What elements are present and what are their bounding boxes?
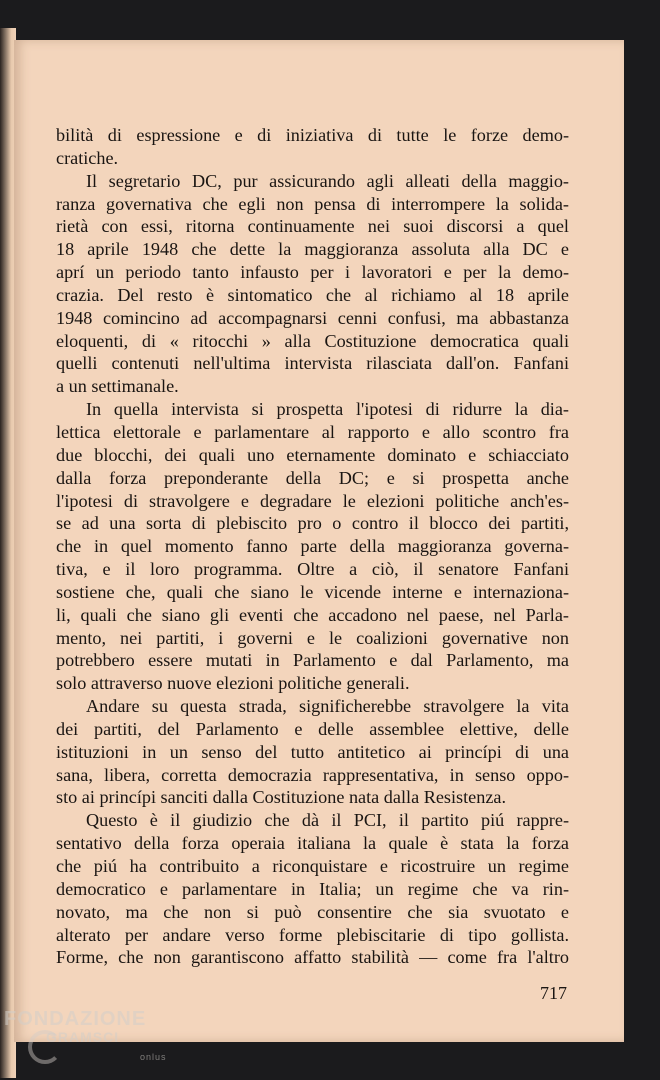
text-line: 18 aprile 1948 che dette la maggioranza assoluta alla DC e [56, 239, 569, 260]
text-line: che in quel momento fanno parte della maggioranza governa- [56, 536, 569, 557]
text-line: li, quali che siano gli eventi che accadono nel paese, nel Parla- [56, 604, 569, 625]
text-line: Questo è il giudizio che dà il PCI, il partito piú rappre- [86, 810, 569, 831]
fondazione-gramsci-watermark [4, 1008, 167, 1062]
text-line: cratiche. [56, 147, 119, 168]
text-line: quelli contenuti nell'ultima intervista rilasciata dall'on. Fanfani [56, 353, 569, 374]
watermark-onlus: onlus [140, 1052, 167, 1062]
text-line: sto ai princípi sanciti dalla Costituzione nata dalla Resistenza. [56, 787, 507, 808]
text-line: dalla forza preponderante della DC; e si prospetta anche [56, 467, 569, 488]
text-line: che piú ha contribuito a riconquistare e ricostruire un regime [56, 856, 569, 876]
text-line: alterato per andare verso forme plebiscitarie di tipo gollista. [56, 924, 569, 945]
text-line: novato, ma che non si può consentire che sia svuotato e [56, 901, 569, 922]
text-line: rietà con essi, ritorna continuamente nei suoi discorsi a quel [56, 216, 569, 237]
text-line: lettica elettorale e parlamentare al rapporto e allo scontro fra [56, 421, 569, 442]
text-line: tiva, e il loro programma. Oltre a ciò, il senatore Fanfani [56, 559, 569, 580]
text-line: ranza governativa che egli non pensa di interrompere la solida- [56, 193, 569, 214]
text-line: dei partiti, del Parlamento e delle assemblee elettive, delle [56, 718, 569, 739]
text-line: a un settimanale. [56, 376, 179, 397]
body-text [56, 124, 569, 969]
text-line: sostiene che, quali che siano le vicende interne e internaziona- [56, 581, 569, 602]
watermark-line2-text: GRAMSCI [46, 1029, 120, 1045]
page-number: 717 [540, 983, 567, 1003]
text-line: potrebbero essere mutati in Parlamento e dal Parlamento, ma [56, 650, 569, 671]
text-line: istituzioni in un senso del tutto antitetico ai princípi di una [56, 741, 569, 762]
text-line: eloquenti, di « ritocchi » alla Costituzione democratica quali [56, 330, 569, 351]
text-line: In quella intervista si prospetta l'ipotesi di ridurre la dia- [86, 399, 569, 420]
text-line: se ad una sorta di plebiscito pro o contro il blocco dei partiti, [56, 513, 569, 534]
text-line: l'ipotesi di stravolgere e degradare le elezioni politiche anch'es- [56, 490, 569, 511]
text-line: bilità di espressione e di iniziativa di tutte le forze demo- [56, 125, 569, 145]
watermark-line1: FONDAZIONE [4, 1008, 147, 1030]
text-line: Andare su questa strada, significherebbe stravolgere la vita [86, 696, 569, 717]
text-line: 1948 comincino ad accompagnarsi cenni confusi, ma abbastanza [56, 307, 569, 328]
text-line: crazia. Del resto è sintomatico che al richiamo al 18 aprile [56, 284, 569, 305]
text-line: Il segretario DC, pur assicurando agli alleati della maggio- [86, 170, 569, 191]
text-line: mento, nei partiti, i governi e le coalizioni governative non [56, 627, 569, 648]
text-line: aprí un periodo tanto infausto per i lavoratori e per la demo- [56, 262, 569, 283]
watermark-g-logo-icon [28, 1030, 62, 1064]
text-line: Forme, che non garantiscono affatto stabilità — come fra l'altro [56, 947, 569, 968]
text-line: due blocchi, dei quali uno eternamente dominato e schiacciato [56, 444, 569, 465]
text-line: democratico e parlamentare in Italia; un regime che va rin- [56, 878, 569, 899]
text-line: sana, libera, corretta democrazia rappresentativa, in senso oppo- [56, 764, 569, 785]
text-line: solo attraverso nuove elezioni politiche generali. [56, 673, 410, 694]
text-line: sentativo della forza operaia italiana la quale è stata la forza [56, 833, 569, 854]
